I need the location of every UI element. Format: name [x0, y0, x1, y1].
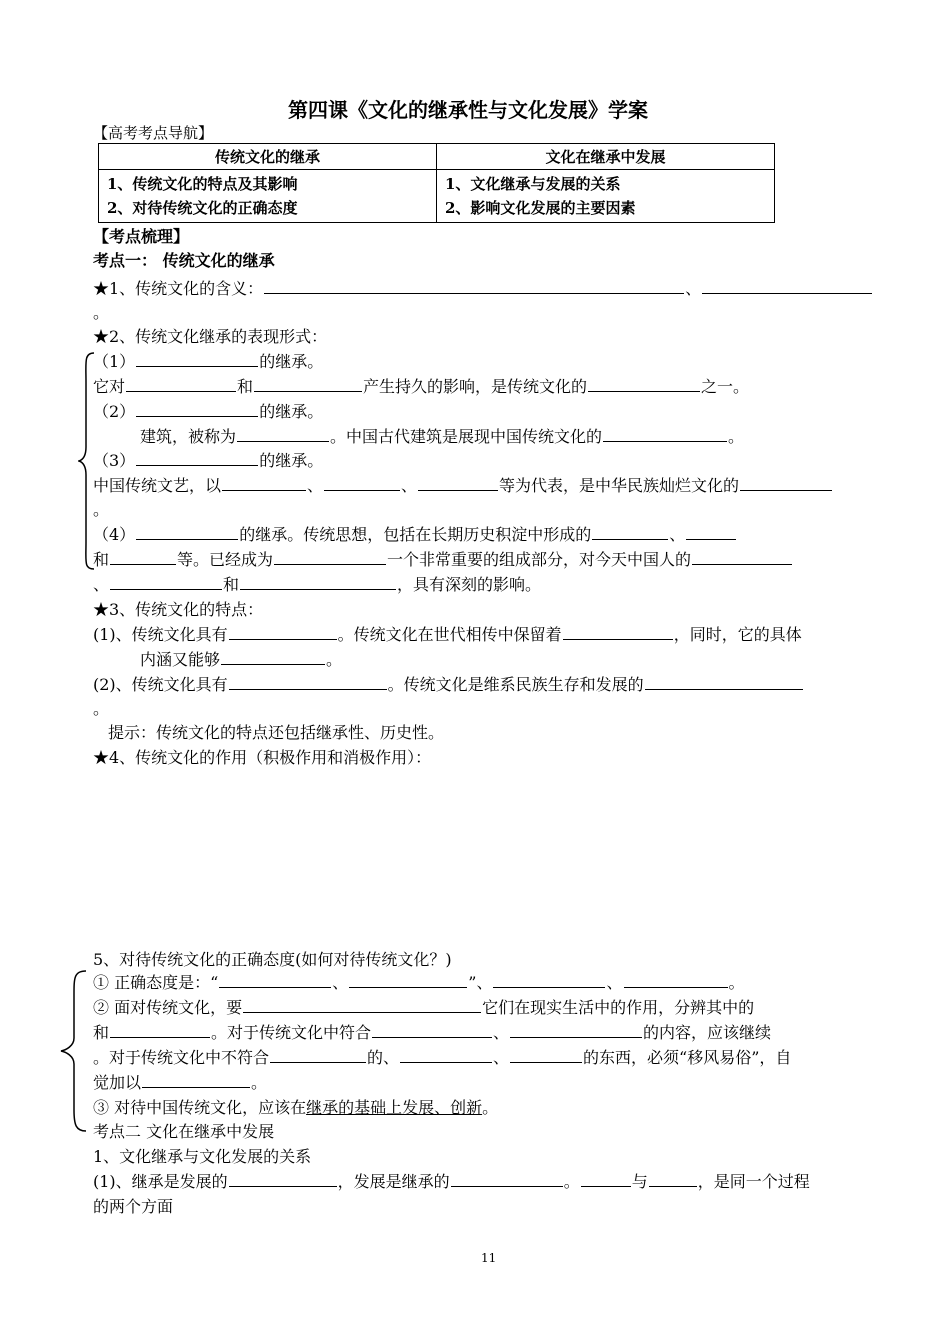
blank[interactable] [110, 563, 176, 565]
separator: 、 [307, 476, 324, 495]
text: 觉加以 [93, 1073, 142, 1092]
blank[interactable] [400, 1061, 492, 1063]
text: 。对于传统文化中不符合 [93, 1048, 270, 1067]
separator: 、 [493, 1048, 510, 1067]
attitude-line [93, 995, 754, 1018]
blank[interactable] [229, 638, 337, 640]
blank[interactable] [219, 986, 331, 988]
blank[interactable] [624, 986, 728, 988]
blank[interactable] [510, 1036, 642, 1038]
text: 和 [237, 377, 254, 396]
text: ，同时，它的具体 [673, 625, 802, 644]
blank[interactable] [649, 1185, 697, 1187]
blank[interactable] [126, 390, 236, 392]
question-line [93, 276, 873, 299]
page-number: 11 [481, 1251, 497, 1265]
blank[interactable] [136, 464, 258, 466]
table-cell [99, 170, 437, 223]
text: 它们在现实生活中的作用，分辨其中的 [482, 998, 755, 1017]
text: 。传统文化在世代相传中保留着 [337, 625, 562, 644]
text: 产生持久的影响，是传统文化的 [363, 377, 588, 396]
attitude-line [93, 970, 745, 993]
text: ，是同一个过程 [697, 1172, 810, 1191]
blank[interactable] [702, 292, 872, 294]
relation-line [93, 1169, 810, 1192]
blank[interactable] [254, 390, 362, 392]
separator: 、 [493, 1023, 510, 1042]
text: 和 [93, 550, 110, 569]
text: 和 [223, 575, 240, 594]
table-item: 2、对待传统文化的正确态度 [107, 199, 298, 217]
text: ，具有深刻的影响。 [397, 575, 542, 594]
form-line [93, 622, 802, 645]
text: 和 [93, 1023, 110, 1042]
item-number: （1） [93, 352, 136, 371]
form-line [93, 522, 737, 545]
blank[interactable] [645, 688, 803, 690]
separator: 、 [669, 525, 686, 544]
text: (1)、继承是发展的 [93, 1172, 228, 1191]
hint-text: 提示：传统文化的特点还包括继承性、历史性。 [108, 723, 445, 742]
text: 等为代表，是中华民族灿烂文化的 [499, 476, 740, 495]
period: 。 [93, 500, 110, 519]
text: (1)、传统文化具有 [93, 625, 228, 644]
table-item: 1、文化继承与发展的关系 [445, 175, 621, 193]
blank[interactable] [229, 1185, 337, 1187]
text: 的内容，应该继续 [643, 1023, 772, 1042]
text: ① 正确态度是：“ [93, 973, 219, 992]
form-line [93, 547, 793, 570]
text: ② 面对传统文化，要 [93, 998, 243, 1017]
blank[interactable] [692, 563, 792, 565]
page-title: 第四课《文化的继承性与文化发展》学案 [288, 98, 648, 122]
text: 之一。 [701, 377, 750, 396]
table-cell [437, 170, 775, 223]
blank[interactable] [237, 440, 329, 442]
blank[interactable] [510, 1061, 582, 1063]
blank[interactable] [270, 1061, 366, 1063]
text: 。 [251, 1073, 268, 1092]
blank[interactable] [588, 390, 700, 392]
blank[interactable] [372, 1036, 492, 1038]
blank[interactable] [563, 638, 673, 640]
text: 。中国古代建筑是展现中国传统文化的 [330, 427, 603, 446]
text: 内涵又能够 [140, 650, 221, 669]
text: 一个非常重要的组成部分，对今天中国人的 [387, 550, 692, 569]
table-header: 文化在继承中发展 [437, 144, 775, 170]
sub-heading: 1、文化继承与文化发展的关系 [93, 1147, 312, 1166]
blank[interactable] [240, 588, 396, 590]
form-line [93, 572, 541, 595]
text: 。 [563, 1172, 580, 1191]
blank[interactable] [581, 1185, 631, 1187]
text: ，发展是继承的 [337, 1172, 450, 1191]
question-label: ★4、传统文化的作用（积极作用和消极作用）： [93, 748, 432, 767]
blank[interactable] [740, 489, 832, 491]
text: 的继承。 [259, 352, 324, 371]
section-heading: 5、对待传统文化的正确态度(如何对待传统文化？) [93, 950, 452, 969]
blank[interactable] [418, 489, 498, 491]
underlined-text: 继承的基础上发展、创新 [306, 1098, 483, 1117]
item-number: （4） [93, 525, 136, 544]
text: 的、 [367, 1048, 400, 1067]
blank[interactable] [136, 365, 258, 367]
text: 。 [482, 1098, 499, 1117]
form-line [93, 672, 804, 695]
blank[interactable] [686, 538, 736, 540]
blank[interactable] [221, 663, 325, 665]
text: 中国传统文艺，以 [93, 476, 222, 495]
text: 等。已经成为 [177, 550, 274, 569]
text: 建筑，被称为 [140, 427, 237, 446]
item-number: （3） [93, 451, 136, 470]
separator: 、 [332, 973, 349, 992]
separator: 、 [93, 575, 110, 594]
attitude-line [93, 1070, 267, 1093]
blank[interactable] [324, 489, 400, 491]
form-line [140, 424, 744, 447]
period: 。 [93, 303, 110, 322]
blank[interactable] [110, 588, 222, 590]
text: ③ 对待中国传统文化，应该在 [93, 1098, 307, 1117]
blank[interactable] [349, 986, 467, 988]
blank[interactable] [229, 688, 387, 690]
text: 它对 [93, 377, 126, 396]
text: 。 [728, 427, 745, 446]
separator: 、 [401, 476, 418, 495]
blank[interactable] [110, 1036, 210, 1038]
blank[interactable] [222, 489, 306, 491]
text: 的继承。 [259, 402, 324, 421]
attitude-line [93, 1045, 791, 1068]
text: 。传统文化是维系民族生存和发展的 [387, 675, 644, 694]
text: ”、 [468, 973, 493, 992]
question-label: ★1、传统文化的含义： [93, 279, 264, 298]
text: 的继承。 [259, 451, 324, 470]
attitude-line [93, 1095, 498, 1118]
form-line [140, 647, 342, 670]
blank[interactable] [264, 292, 684, 294]
blank[interactable] [493, 986, 605, 988]
blank[interactable] [592, 538, 668, 540]
question-label: ★2、传统文化继承的表现形式： [93, 327, 328, 346]
text: 。 [326, 650, 343, 669]
section-heading: 考点二 文化在继承中发展 [93, 1122, 275, 1141]
table-item: 2、影响文化发展的主要因素 [445, 199, 636, 217]
text: 与 [631, 1172, 648, 1191]
nav-label: 【高考考点导航】 [93, 124, 214, 142]
separator: 、 [606, 973, 623, 992]
text: 的东西，必须“移风易俗”，自 [583, 1048, 792, 1067]
blank[interactable] [142, 1086, 250, 1088]
item-number: （2） [93, 402, 136, 421]
attitude-line [93, 1020, 771, 1043]
review-label: 【考点梳理】 [93, 227, 190, 246]
table-header: 传统文化的继承 [99, 144, 437, 170]
period: 。 [93, 699, 110, 718]
form-line [93, 374, 749, 397]
form-line [93, 448, 323, 471]
text: 。 [728, 973, 745, 992]
blank[interactable] [274, 563, 386, 565]
blank[interactable] [136, 538, 238, 540]
separator: 、 [685, 279, 702, 298]
blank[interactable] [603, 440, 727, 442]
text: (2)、传统文化具有 [93, 675, 228, 694]
left-brace-icon [60, 970, 88, 1132]
text: 。对于传统文化中符合 [211, 1023, 372, 1042]
form-line [93, 473, 833, 496]
exam-points-table [98, 143, 775, 223]
blank[interactable] [243, 1011, 481, 1013]
blank[interactable] [451, 1185, 563, 1187]
relation-line: 的两个方面 [93, 1197, 174, 1216]
question-label: ★3、传统文化的特点： [93, 600, 264, 619]
form-line [93, 399, 323, 422]
text: 的继承。传统思想，包括在长期历史积淀中形成的 [239, 525, 592, 544]
form-line [93, 349, 323, 372]
table-item: 1、传统文化的特点及其影响 [107, 175, 298, 193]
blank[interactable] [136, 415, 258, 417]
section-heading: 考点一： 传统文化的继承 [93, 251, 275, 270]
